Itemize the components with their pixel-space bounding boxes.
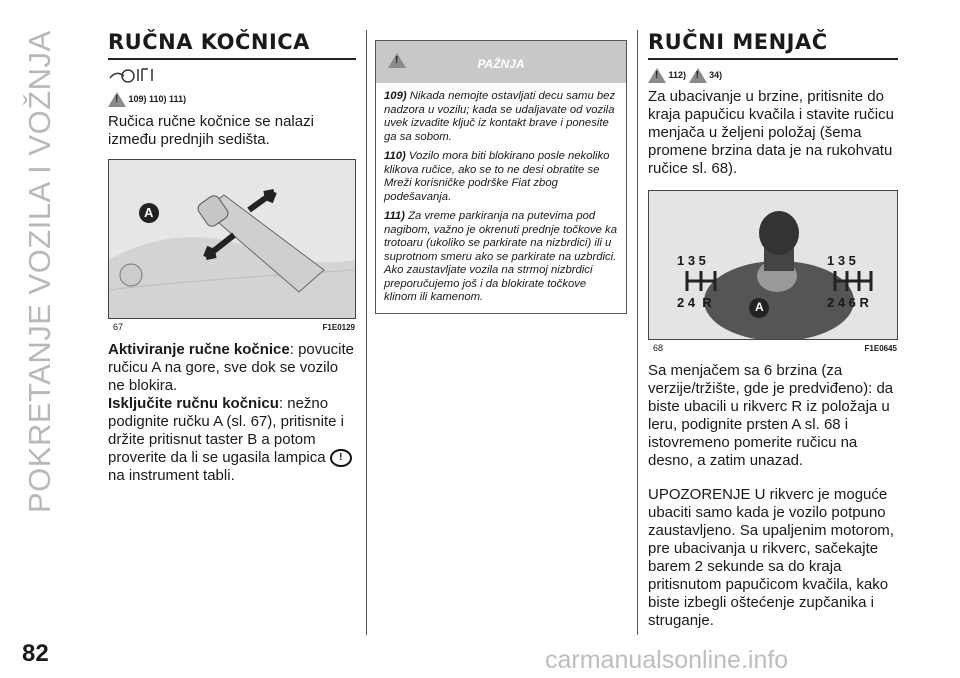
- warning-item-text: Za vreme parkiranja na putevima pod nagibom, važno je okrenuti prednje točkove ka trotoaru (ukoliko se parkirate na nizbrdici) ili u suprotnom smeru ako se parkirate na uzbrdici. Ako zaustavljate vozila na strmoj nizbrdici preporučujemo još i da blokirate točkove klinom ili kamenom.: [384, 210, 617, 303]
- handbrake-symbol-icon: [108, 66, 356, 84]
- figure-code: F1E0645: [864, 344, 897, 353]
- manual-gearbox-section: [648, 30, 898, 630]
- intro-text: Za ubacivanje u brzine, pritisnite do kraja papučicu kvačila i stavite ručicu menjača u željeni položaj (šema promene brzina data je na rukohvatu ručice sl. 68).: [648, 88, 894, 177]
- handbrake-illustration: [109, 160, 355, 318]
- left-pattern-bottom: 2 4 R: [677, 295, 712, 310]
- watermark: carmanualsonline.info: [545, 646, 789, 674]
- warning-item-text: Vozilo mora biti blokirano posle nekoliko klikova ručice, ako se to ne desi obratite se Mreži korisničke podrške Fiat zbog podešavanja.: [384, 150, 610, 203]
- warning-item: [384, 210, 618, 305]
- figure-label-a: A: [755, 300, 764, 314]
- release-end-text: na instrument tabli.: [108, 467, 235, 485]
- reference-line: [108, 92, 356, 107]
- figure-68: [648, 190, 898, 353]
- reference-number: 112): [668, 69, 687, 80]
- handbrake-section: [108, 30, 356, 485]
- warning-triangle-icon: [648, 68, 666, 83]
- warning-triangle-icon: [689, 68, 707, 83]
- figure-label-a: A: [144, 205, 154, 220]
- reference-line: [648, 68, 898, 83]
- figure-code: F1E0129: [322, 323, 355, 332]
- figure-67: [108, 159, 356, 332]
- release-text: : nežno podignite ručku A (sl. 67), pritisnite i držite pritisnut taster B a potom proverite da li se ugasila lampica: [108, 395, 344, 466]
- column-divider: [366, 30, 367, 635]
- page-number: 82: [22, 640, 49, 667]
- section-heading: RUČNI MENJAČ: [648, 30, 898, 60]
- left-pattern-top: 1 3 5: [677, 253, 706, 268]
- warning-item: [384, 150, 618, 204]
- warning-section: [375, 40, 627, 314]
- right-pattern-bottom: 2 4 6 R: [827, 295, 869, 310]
- warning-item-number: 110): [384, 150, 406, 162]
- reference-numbers: 109) 110) 111): [128, 93, 187, 104]
- brake-warning-lamp-icon: !: [330, 449, 352, 467]
- reverse-warning-paragraph: UPOZORENJE U rikverc je moguće ubaciti samo kada je vozilo potpuno zaustavljeno. Sa upaljenim motorom, pre ubacivanja u rikverc, sačekajte barem 2 sekunde sa do kraja pritisnutom papučicom kvačila, kako biste izbegli oštećenje zupčanika i struganje.: [648, 486, 894, 629]
- release-bold: Isključite ručnu kočnicu: [108, 395, 279, 412]
- intro-text: Ručica ručne kočnice se nalazi između prednjih sedišta.: [108, 113, 314, 148]
- warning-item-number: 111): [384, 210, 405, 222]
- warning-item: [384, 90, 618, 144]
- section-side-title: POKRETANJE VOZILA I VOŽNJA: [22, 30, 57, 513]
- figure-number: 68: [653, 343, 664, 353]
- warning-box: [375, 40, 627, 314]
- warning-item-text: Nikada nemojte ostavljati decu samu bez nadzora u vozilu; kada se udaljavate od vozila uvek izvadite ključ iz kontakt brave i ponesite ga sa sobom.: [384, 90, 616, 143]
- column-divider: [637, 30, 638, 635]
- six-speed-paragraph: Sa menjačem sa 6 brzina (za verzije/tržište, gde je predviđeno): da biste ubacili u rikverc R iz položaja u leru, podignite prsten A sl. 68 i istovremeno pomerite ručicu na desno, a zatim unazad.: [648, 362, 894, 469]
- reference-number: 34): [709, 69, 723, 80]
- warning-title: PAŽNJA: [477, 57, 525, 71]
- warning-item-number: 109): [384, 90, 407, 102]
- section-heading: RUČNA KOČNICA: [108, 30, 356, 60]
- figure-number: 67: [113, 322, 124, 332]
- warning-body: [376, 83, 626, 313]
- warning-triangle-icon: [108, 92, 126, 107]
- warning-header: [376, 41, 626, 83]
- activate-text: : povucite ručicu A na gore, sve dok se vozilo ne blokira.: [108, 341, 354, 394]
- activate-paragraph: [108, 341, 356, 485]
- activate-bold: Aktiviranje ručne kočnice: [108, 341, 290, 358]
- right-pattern-top: 1 3 5: [827, 253, 856, 268]
